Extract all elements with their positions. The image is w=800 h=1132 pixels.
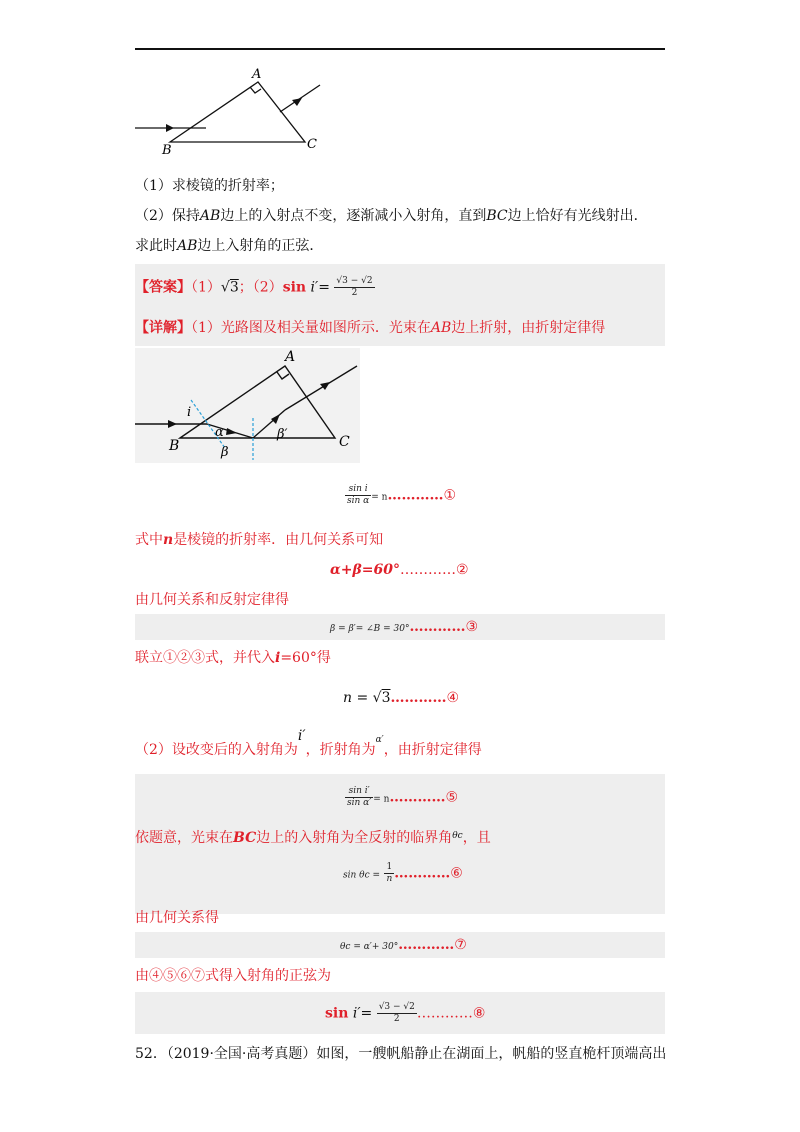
question-52: 52．（2019·全国·高考真题）如图，一艘帆船静止在湖面上，帆船的竖直桅杆顶端高出 xyxy=(135,1046,667,1062)
line-geometry-2: 由几何关系得 xyxy=(135,910,219,926)
equation-2: α+β=60°…………② xyxy=(330,562,469,578)
prism-figure-1 xyxy=(130,62,330,157)
vertex-A-label-2: A xyxy=(285,349,296,365)
angle-beta-label: β xyxy=(221,445,229,460)
prism-triangle xyxy=(170,82,305,142)
question-2: （2）保持AB边上的入射点不变，逐渐减小入射角，直到BC边上恰好有光线射出． xyxy=(135,208,648,224)
vertex-A-label: A xyxy=(252,67,262,82)
angle-beta-prime-label: β′ xyxy=(277,427,288,442)
line-critical-angle: 依题意，光束在BC边上的入射角为全反射的临界角$^{\theta c}$，且 xyxy=(135,830,491,846)
vertex-C-label: C xyxy=(307,137,317,152)
line-geometry: 由几何关系和反射定律得 xyxy=(135,592,289,608)
equation-7: θc = α′+ 30°…………⑦ xyxy=(340,937,467,953)
line-join: 联立①②③式，并代入i=60°得 xyxy=(135,650,331,666)
equation-5: $\frac{\text{sin i′}}{\text{sin α′}}$ = n…………⑤ xyxy=(347,786,459,808)
equation-6: sin θc = $\frac{1}{n}$ …………⑥ xyxy=(343,862,463,884)
incident-arrow xyxy=(166,124,174,132)
vertex-C-label-2: C xyxy=(339,434,350,450)
vertex-B-label: B xyxy=(162,143,172,157)
ray-diagram xyxy=(135,348,360,463)
equation-3: β = β′= ∠B = 30°…………③ xyxy=(330,619,479,635)
equation-8: sin i′= $\frac{√3 - √2}{2}$ …………⑧ xyxy=(325,1002,486,1024)
question-1: （1）求棱镜的折射率； xyxy=(135,178,284,194)
answer-line: 【答案】（1）√3；（2）sin i′= $\frac{√3 - √2}{2}$ xyxy=(135,276,373,298)
angle-i-label: i xyxy=(187,405,192,420)
vertex-B-label-2: B xyxy=(169,438,180,454)
detail-line: 【详解】（1）光路图及相关量如图所示．光束在AB边上折射，由折射定律得 xyxy=(135,320,606,336)
right-angle-mark xyxy=(250,87,261,93)
line-final: 由④⑤⑥⑦式得入射角的正弦为 xyxy=(135,968,331,984)
answer-fraction: $\frac{√3 - √2}{2}$ xyxy=(336,276,373,298)
equation-4: n = √3…………④ xyxy=(343,690,460,706)
exit-arrow xyxy=(292,98,302,106)
equation-1: $\frac{\text{sin i}}{\text{sin α}}$ = n…………① xyxy=(347,484,456,506)
angle-alpha-label: α xyxy=(215,425,224,440)
header-rule xyxy=(135,48,665,50)
line-part-2: （2）设改变后的入射角为i′，折射角为$^{\alpha'}$，由折射定律得 xyxy=(135,728,482,758)
line-n-definition: 式中n是棱镜的折射率．由几何关系可知 xyxy=(135,532,384,548)
question-2-cont: 求此时AB边上入射角的正弦． xyxy=(135,238,324,254)
